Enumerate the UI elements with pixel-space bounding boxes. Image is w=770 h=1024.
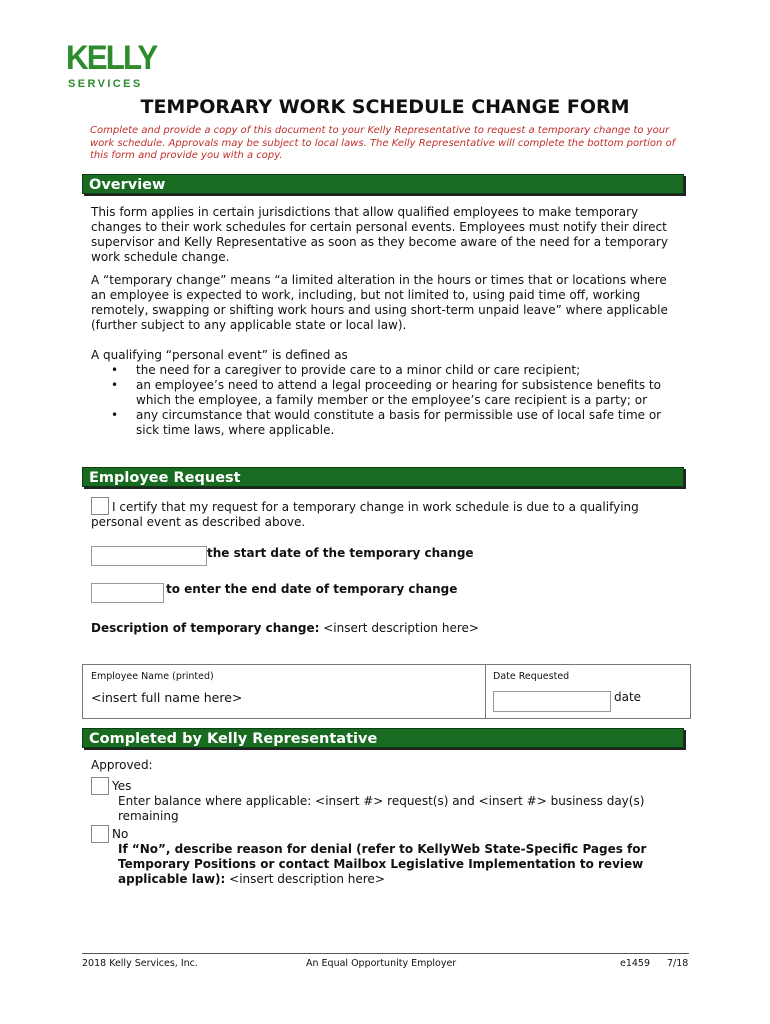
intro-instructions: Complete and provide a copy of this document to your Kelly Representative to request a temporary change to your work schedule. Approvals may be subject to local laws. The Kelly Representative will complete the bottom portion of this form and provide you with a copy. (90, 125, 676, 161)
logo-subtitle: SERVICES (68, 78, 143, 90)
approved-yes-checkbox[interactable] (91, 777, 109, 795)
footer-form-date: 7/18 (667, 958, 689, 969)
list-item: • the need for a caregiver to provide care to a minor child or care recipient; (111, 363, 581, 377)
start-date-input[interactable] (91, 546, 207, 566)
footer-rule (82, 953, 689, 954)
list-item: • an employee’s need to attend a legal proceeding or hearing for subsistence benefits to which the employee, a family member or the employee’s care recipient is a party; or (111, 378, 661, 407)
employee-name-label: Employee Name (printed) (91, 671, 214, 682)
certify-text: I certify that my request for a temporary change in work schedule is due to a qualifying personal event as described above. (91, 500, 639, 529)
start-date-label: the start date of the temporary change (207, 546, 474, 560)
balance-text: Enter balance where applicable: <insert #> request(s) and <insert #> business day(s) remaining (118, 794, 645, 823)
logo-wordmark: KELLY (66, 39, 157, 77)
approved-no-checkbox[interactable] (91, 825, 109, 843)
overview-paragraph-2: A “temporary change” means “a limited alteration in the hours or times that or locations where an employee is expected to work, including, but not limited to, using paid time off, working remotely, swapping or shifting work hours and using short-term unpaid leave” where applicable (further subject to any applicable state or local law). (91, 273, 668, 332)
overview-heading: Overview (82, 174, 684, 194)
employee-name-value[interactable]: <insert full name here> (91, 690, 243, 705)
date-suffix: date (614, 690, 642, 704)
description-row (91, 621, 479, 636)
denial-description-value[interactable]: <insert description here> (229, 872, 385, 886)
description-value[interactable]: <insert description here> (323, 621, 479, 635)
denial-instructions: If “No”, describe reason for denial (refer to KellyWeb State-Specific Pages for Temporary Positions or contact Mailbox Legislative Implementation to review applicable law): (118, 842, 647, 886)
end-date-label: to enter the end date of temporary change (166, 582, 458, 596)
overview-paragraph-3: A qualifying “personal event” is defined as (91, 348, 348, 362)
list-item: • any circumstance that would constitute a basis for permissible use of local safe time or sick time laws, where applicable. (111, 408, 662, 437)
employee-request-heading: Employee Request (82, 467, 684, 487)
approved-yes-label: Yes (112, 779, 132, 793)
date-requested-label: Date Requested (493, 671, 570, 682)
approved-label: Approved: (91, 758, 153, 772)
table-divider (485, 665, 486, 718)
denial-reason (118, 842, 678, 887)
footer-form-code: e1459 (620, 958, 651, 969)
description-label: Description of temporary change: (91, 621, 320, 635)
kelly-rep-heading: Completed by Kelly Representative (82, 728, 684, 748)
footer-copyright: 2018 Kelly Services, Inc. (82, 958, 198, 969)
end-date-input[interactable] (91, 583, 164, 603)
footer-equal-opportunity: An Equal Opportunity Employer (306, 958, 457, 969)
approved-no-label: No (112, 827, 129, 841)
kelly-logo (66, 38, 166, 94)
overview-paragraph-1: This form applies in certain jurisdictions that allow qualified employees to make temporary changes to their work schedules for certain personal events. Employees must notify their direct supervisor and Kelly Representative as soon as they become aware of the need for a temporary work schedule change. (91, 205, 668, 264)
page-title: TEMPORARY WORK SCHEDULE CHANGE FORM (140, 96, 630, 118)
personal-event-list (91, 363, 681, 438)
date-requested-input[interactable] (493, 691, 611, 712)
